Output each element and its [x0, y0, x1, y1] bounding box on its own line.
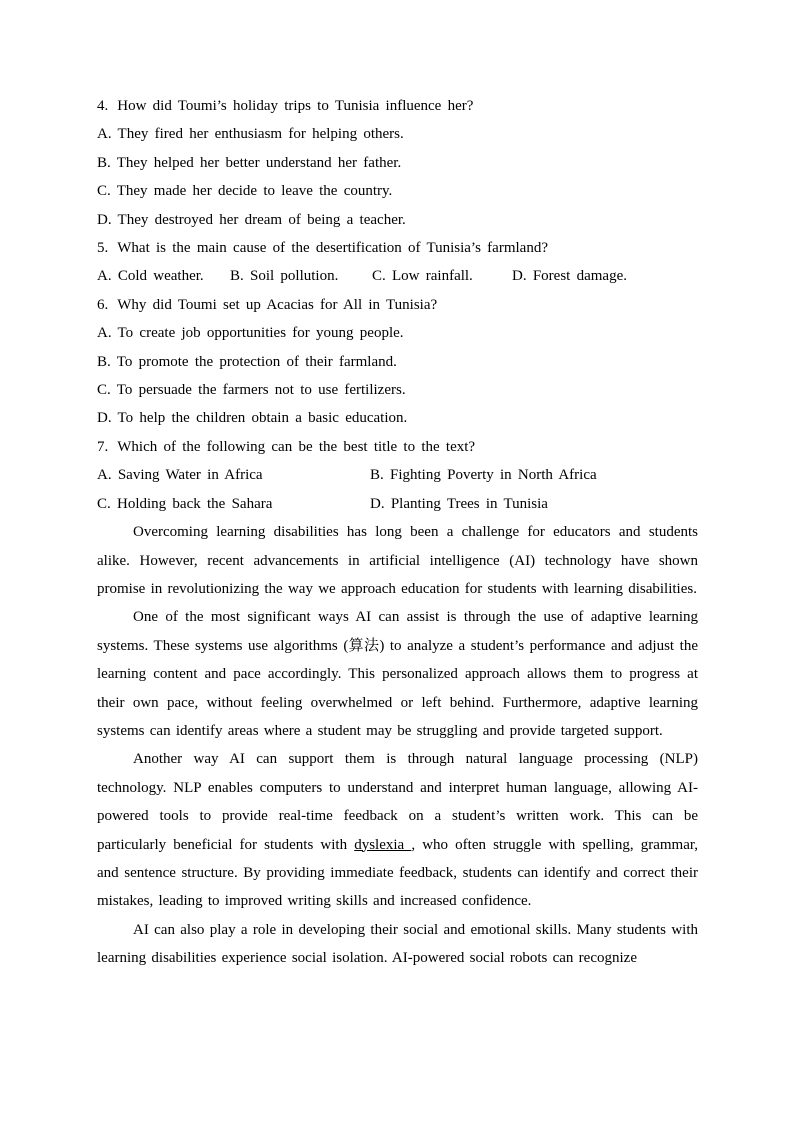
passage-paragraph-2: One of the most significant ways AI can assist is through the use of adaptive learning systems. These systems use algorithms (算法) to analyze a student’s performance and adjust the learning content and pace accordingly. This personalized approach allows them to progress at their own pace, without feeling overwhelmed or left behind. Furthermore, adaptive learning systems can identify areas where a student may be struggling and provide targeted support. [97, 609, 698, 739]
question-7-stem [97, 433, 698, 461]
question-6-option-b: B. To promote the protection of their farmland. [97, 353, 397, 370]
question-4-option-c: C. They made her decide to leave the country. [97, 183, 393, 200]
question-6-option-d: D. To help the children obtain a basic education. [97, 410, 408, 427]
question-5-stem-text: What is the main cause of the desertification of Tunisia’s farmland? [117, 240, 548, 257]
question-7-stem-text: Which of the following can be the best title to the text? [117, 438, 476, 455]
paragraph-3-text-before: Another way AI can support them is through natural language processing (NLP) technology. NLP enables computers to understand and interpret human language, allowing AI-powered tools to provide real-time feedback on a student’s written work. This can be particularly beneficial for students with [97, 751, 698, 853]
question-7-option-c: C. Holding back the Sahara [97, 495, 273, 512]
question-4-option-a: A. They fired her enthusiasm for helping others. [97, 126, 404, 143]
underlined-term-dyslexia: dyslexia [354, 836, 412, 853]
question-6-option-a: A. To create job opportunities for young people. [97, 325, 404, 342]
paragraph-3-text-after: , who often struggle with spelling, grammar, and sentence structure. By providing immediate feedback, students can identify and correct their mistakes, leading to improved writing skills and increased confidence. [97, 836, 698, 910]
question-6-option-c: C. To persuade the farmers not to use fertilizers. [97, 382, 406, 399]
question-5-option-a: A. Cold weather. [97, 268, 204, 285]
question-7-options-row-1 [97, 461, 698, 489]
passage-paragraph-3 [97, 745, 698, 915]
exam-content [97, 92, 698, 973]
question-6-stem [97, 291, 698, 319]
question-5-option-d: D. Forest damage. [512, 268, 627, 285]
question-7 [97, 433, 698, 518]
passage-paragraph-4: AI can also play a role in developing their social and emotional skills. Many students with learning disabilities experience social isolation. AI-powered social robots can recognize [97, 921, 698, 967]
question-6-number: 6. [97, 296, 109, 313]
question-5-number: 5. [97, 240, 109, 257]
question-5-option-c: C. Low rainfall. [372, 268, 473, 285]
question-4-option-b: B. They helped her better understand her father. [97, 154, 402, 171]
question-5 [97, 234, 698, 291]
question-5-option-b: B. Soil pollution. [230, 268, 339, 285]
question-7-option-a: A. Saving Water in Africa [97, 467, 263, 484]
reading-passage [97, 518, 698, 973]
question-7-number: 7. [97, 438, 109, 455]
question-4-stem-text: How did Toumi’s holiday trips to Tunisia influence her? [117, 98, 474, 114]
question-4-stem [97, 92, 698, 120]
question-4 [97, 92, 698, 234]
question-4-number: 4. [97, 98, 109, 114]
question-7-option-b: B. Fighting Poverty in North Africa [370, 467, 597, 484]
question-5-stem [97, 234, 698, 262]
question-4-option-d: D. They destroyed her dream of being a teacher. [97, 211, 406, 228]
question-6 [97, 291, 698, 433]
question-7-option-d: D. Planting Trees in Tunisia [370, 495, 548, 512]
question-7-options-row-2 [97, 490, 698, 518]
question-5-options-row [97, 262, 698, 290]
question-6-stem-text: Why did Toumi set up Acacias for All in Tunisia? [117, 296, 438, 313]
passage-paragraph-1: Overcoming learning disabilities has long been a challenge for educators and students alike. However, recent advancements in artificial intelligence (AI) technology have shown promise in revolutionizing the way we approach education for students with learning disabilities. [97, 524, 698, 597]
